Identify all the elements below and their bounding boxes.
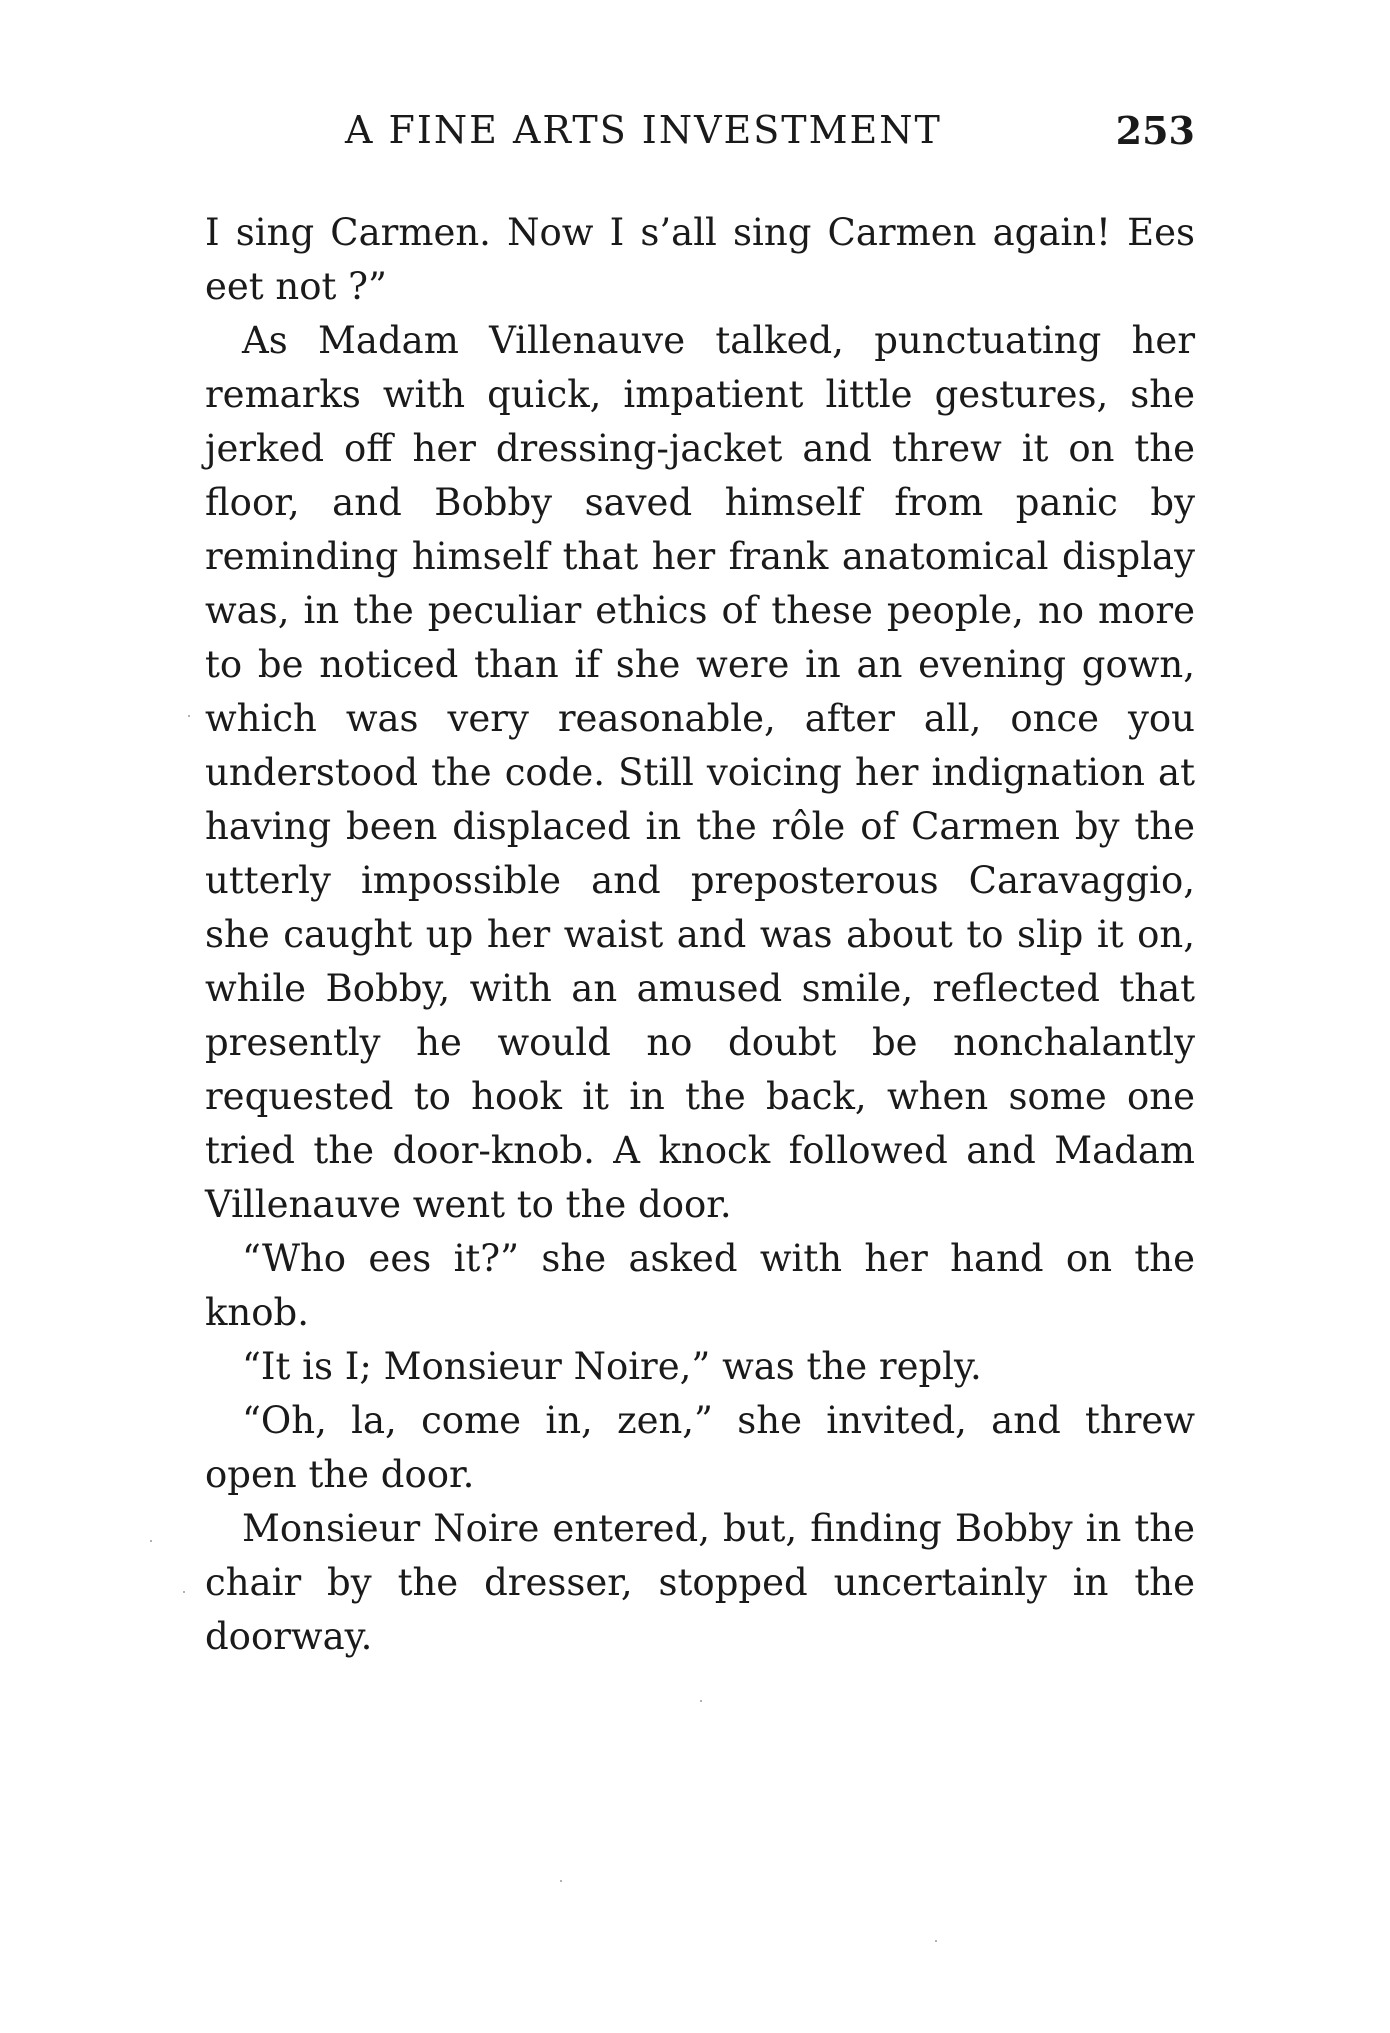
paragraph-dialogue-question: “Who ees it?” she asked with her hand on the knob.	[205, 1237, 1195, 1334]
scan-speck	[560, 1880, 562, 1882]
scan-speck	[700, 1700, 702, 1702]
scan-speck	[188, 715, 190, 717]
scan-speck	[183, 1591, 185, 1593]
paragraph-dialogue-invite: “Oh, la, come in, zen,” she invited, and threw open the door.	[205, 1399, 1195, 1496]
running-head	[205, 108, 1195, 158]
paragraph-continuation: I sing Carmen. Now I s’all sing Carmen again! Ees eet not ?”	[205, 211, 1195, 308]
scan-speck	[150, 1540, 152, 1542]
scan-speck	[935, 1940, 937, 1942]
page-number: 253	[1115, 108, 1195, 153]
body-text	[205, 206, 1195, 1664]
paragraph-dialogue-reply: “It is I; Monsieur Noire,” was the reply.	[242, 1345, 982, 1388]
paragraph-closing: Monsieur Noire entered, but, finding Bobby in the chair by the dresser, stopped uncertainly in the doorway.	[205, 1507, 1195, 1658]
paragraph-narration: As Madam Villenauve talked, punctuating her remarks with quick, impatient little gestures, she jerked off her dressing-jacket and threw it on the floor, and Bobby saved himself from panic by reminding himself that her frank anatomical display was, in the peculiar ethics of these people, no more to be noticed than if she were in an evening gown, which was very reasonable, after all, once you understood the code. Still voicing her indignation at having been displaced in the rôle of Carmen by the utterly impossible and preposterous Caravaggio, she caught up her waist and was about to slip it on, while Bobby, with an amused smile, reflected that presently he would no doubt be nonchalantly requested to hook it in the back, when some one tried the door-knob. A knock followed and Madam Villenauve went to the door.	[205, 319, 1195, 1226]
running-title: A FINE ARTS INVESTMENT	[345, 108, 942, 152]
